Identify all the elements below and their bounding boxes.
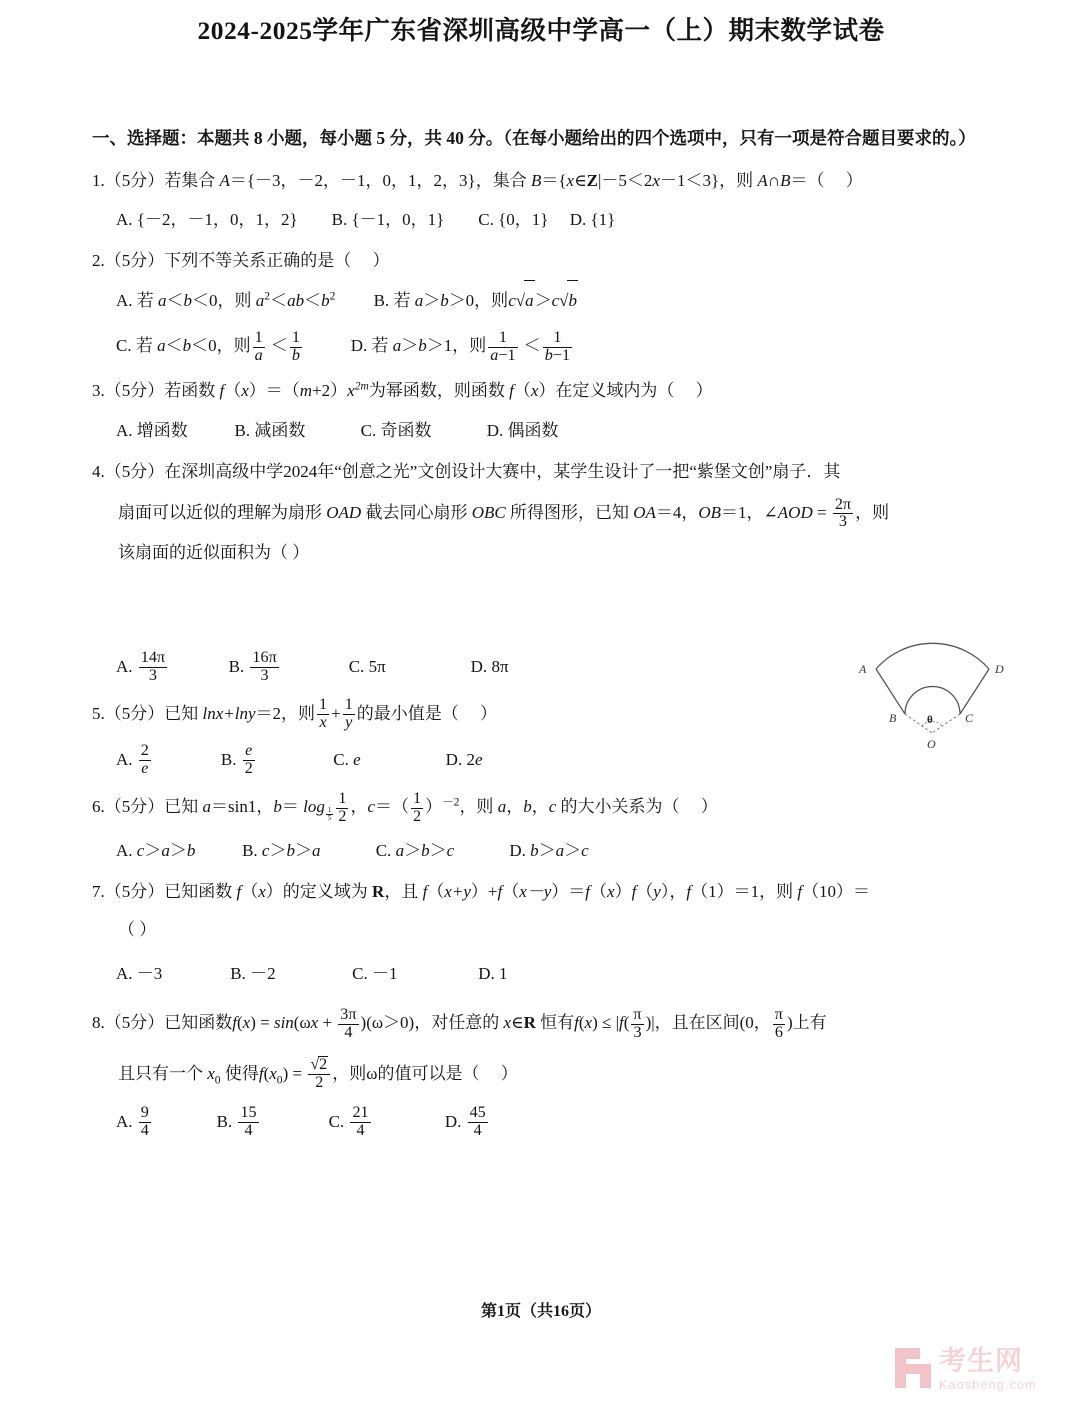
watermark: [895, 1348, 1070, 1402]
question-8-score: （5分）: [104, 1013, 165, 1033]
question-7-stem-line2: （ ）: [118, 920, 157, 940]
question-2-options-row2: [92, 321, 1002, 370]
option-a[interactable]: A. $\frac{2}{e}$: [116, 742, 149, 777]
question-7-score: （5分）: [104, 882, 165, 902]
question-4-stem-line2: 扇面可以近似的理解为扇形 OAD 截去同心扇形 OBC 所得图形，已知 OA＝4，OB＝1，∠AOD = $\frac{2\pi}{3}$ ，则: [118, 495, 890, 531]
question-5-number: 5.: [92, 703, 105, 723]
question-6-number: 6.: [92, 797, 105, 817]
question-8: [92, 999, 1002, 1144]
question-4-number: 4.: [92, 461, 105, 481]
question-7-number: 7.: [92, 882, 105, 902]
option-b[interactable]: B. $\frac{15}{4}$: [216, 1104, 257, 1140]
question-7-stem-line1: 7.（5分）已知函数 f（x）的定义域为 R，且 f（x+y）+f（x－y）＝f（x）f（y），f（1）＝1，则 f（10）＝: [92, 882, 871, 902]
question-2-number: 2.: [92, 250, 105, 270]
option-b[interactable]: B. －2: [230, 963, 276, 983]
leg-ab: [876, 669, 905, 714]
question-6-options: [92, 831, 1002, 871]
question-2-options-row1: [92, 280, 1002, 321]
question-6-score: （5分）: [104, 797, 165, 817]
watermark-text: [939, 1348, 1037, 1392]
question-8-number: 8.: [92, 1013, 105, 1033]
option-c[interactable]: C. e: [333, 749, 361, 769]
question-1: [92, 162, 1002, 240]
option-d[interactable]: D. 1: [478, 963, 508, 983]
option-c[interactable]: C. －1: [352, 963, 398, 983]
question-4-stem-line3: 该扇面的近似面积为（ ）: [118, 543, 310, 563]
fan-sector-svg: [845, 632, 1020, 750]
option-b[interactable]: B. $\frac{e}{2}$: [220, 742, 253, 777]
option-d[interactable]: D. 8π: [470, 656, 509, 676]
question-1-stem: 1.（5分）若集合 A＝{－3，－2，－1，0，1，2，3}，集合 B＝{x∈Z|－5＜2x－1＜3}，则 A∩B＝（ ）: [92, 170, 863, 190]
option-b[interactable]: B. $\frac{16\pi}{3}$: [228, 649, 277, 684]
question-1-number: 1.: [92, 170, 105, 190]
label-theta: θ: [927, 714, 933, 726]
option-a[interactable]: A. $\frac{14\pi}{3}$: [116, 649, 166, 684]
option-d[interactable]: D. $\frac{45}{4}$: [444, 1104, 486, 1140]
page-footer: [0, 1298, 1082, 1321]
question-5-stem: 5.（5分）已知 lnx+lny＝2，则 $\frac{1}{x}$ + $\frac{1}{y}$ 的最小值是（ ）: [92, 696, 498, 732]
question-7: [92, 873, 1002, 997]
question-3-number: 3.: [92, 381, 105, 401]
watermark-en: Kaosheng.com: [939, 1378, 1037, 1392]
label-d: D: [995, 662, 1004, 676]
option-c[interactable]: C. $\frac{21}{4}$: [328, 1104, 369, 1140]
option-b[interactable]: B. c＞b＞a: [242, 841, 321, 861]
question-8-stem-line2: 且只有一个 $x_0$ 使得$f(x_0)$ = $\frac{√2}{2}$ ，则ω的值可以是（ ）: [118, 1056, 518, 1092]
question-2-score: （5分）: [104, 250, 165, 270]
option-a[interactable]: A. {－2，－1，0，1，2}: [116, 210, 298, 230]
option-c[interactable]: C. a＞b＞c: [375, 841, 455, 861]
question-3-score: （5分）: [104, 381, 165, 401]
option-c[interactable]: C. {0，1}: [478, 210, 549, 230]
label-a: A: [859, 662, 867, 676]
option-d[interactable]: D. 2e: [445, 749, 483, 769]
question-4-score: （5分）: [104, 461, 165, 481]
question-8-stem-line1: 8.（5分）已知函数f(x) = sin(ωx + $\frac{3\pi}{4}$ )(ω＞0)，对任意的 x∈R 恒有f(x) ≤ |f( $\frac{\pi}{3}$ )|，且在区间(0， $\frac{\pi}{6}$ )上有: [92, 1006, 827, 1041]
label-b: B: [889, 711, 897, 725]
footer-middle: 页（共: [504, 1303, 553, 1320]
question-8-options: [92, 1099, 1002, 1145]
question-3-options: [92, 411, 1002, 451]
question-3: [92, 372, 1002, 450]
option-c[interactable]: C. 若 a＜b＜0，则 $\frac{1}{a}$ ＜ $\frac{1}{b}$: [116, 328, 300, 364]
inner-arc: [905, 687, 960, 715]
page-title: 2024-2025学年广东省深圳高级中学高一（上）期末数学试卷: [197, 16, 885, 45]
footer-page-number: 1: [496, 1303, 505, 1320]
question-6-stem: 6.（5分）已知 a＝sin1，b＝ log $_{\frac{1}{5}}$ $\frac{1}{2}$ ，c＝（ $\frac{1}{2}$ ）$^{-2}$，则 a，b，c 的大小关系为（ ）: [92, 790, 718, 825]
question-6: [92, 784, 1002, 871]
option-a[interactable]: A. 若 a＜b＜0，则 $a^2<ab<b^2$: [116, 289, 336, 311]
question-1-options: [92, 200, 1002, 240]
kaosheng-logo-icon: [895, 1348, 931, 1388]
option-c[interactable]: C. 奇函数: [360, 420, 432, 440]
footer-suffix: 页）: [569, 1303, 602, 1320]
outer-arc: [876, 643, 989, 669]
option-b[interactable]: B. 减函数: [234, 420, 306, 440]
section-heading: 一、选择题：本题共 8 小题，每小题 5 分，共 40 分。（在每小题给出的四个选项中，只有一项是符合题目要求的。）: [92, 128, 976, 148]
option-d[interactable]: D. b＞a＞c: [509, 841, 589, 861]
option-a[interactable]: A. －3: [116, 963, 163, 983]
option-c[interactable]: C. 5π: [348, 656, 386, 676]
option-d[interactable]: D. {1}: [569, 210, 616, 230]
dashed-radius-co: [932, 714, 960, 733]
question-2: [92, 242, 1002, 370]
footer-prefix: 第: [480, 1303, 497, 1320]
question-1-score: （5分）: [104, 170, 165, 190]
option-a[interactable]: A. c＞a＞b: [116, 841, 196, 861]
question-5-score: （5分）: [104, 703, 165, 723]
fan-sector-figure: [845, 632, 1020, 750]
label-o: O: [927, 737, 936, 750]
question-3-stem: 3.（5分）若函数 $f(x)=(m+2)x^{2m}$为幂函数，则函数 f（x）在定义域内为（ ）: [92, 379, 713, 401]
question-4-stem-line1: 4.（5分）在深圳高级中学2024年“创意之光”文创设计大赛中，某学生设计了一把“紫堡文创”扇子．其: [92, 461, 841, 481]
footer-total-pages: 16: [553, 1303, 569, 1320]
option-a[interactable]: A. $\frac{9}{4}$: [116, 1104, 149, 1140]
watermark-row: [895, 1348, 1070, 1392]
option-b[interactable]: B. 若 a＞b＞0，则c√a＞c√b: [374, 280, 578, 321]
leg-dc: [960, 669, 989, 714]
watermark-cn: 考生网: [939, 1346, 1023, 1376]
option-b[interactable]: B. {－1，0，1}: [331, 210, 445, 230]
label-c: C: [965, 711, 974, 725]
question-2-stem: 2.（5分）下列不等关系正确的是（ ）: [92, 250, 390, 270]
option-a[interactable]: A. 增函数: [116, 420, 188, 440]
option-d[interactable]: D. 偶函数: [486, 420, 559, 440]
question-7-options: [92, 950, 1002, 998]
option-d[interactable]: D. 若 a＞b＞1，则 $\frac{1}{a-1}$ ＜ $\frac{1}{b-1}$: [350, 328, 571, 364]
